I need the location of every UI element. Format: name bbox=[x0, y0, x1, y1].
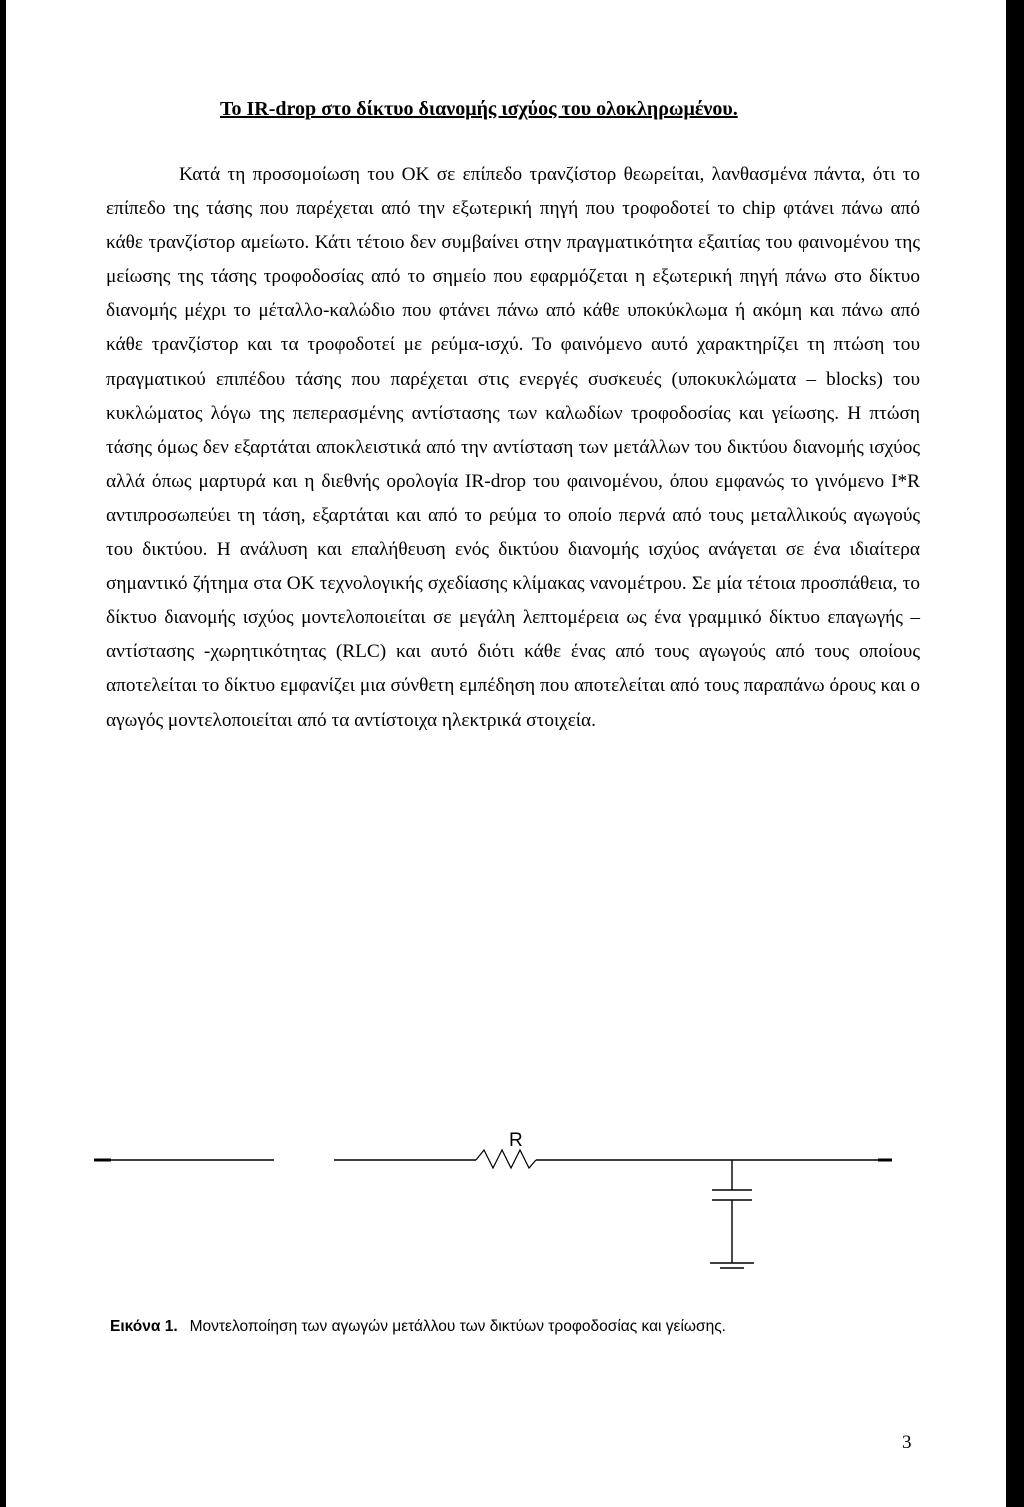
resistor-label: R bbox=[509, 1130, 523, 1151]
section-heading: Το IR-drop στο δίκτυο διανομής ισχύος του ολοκληρωμένου. bbox=[220, 98, 738, 120]
caption-text: Μοντελοποίηση των αγωγών μετάλλου των δικτύων τροφοδοσίας και γείωσης. bbox=[189, 1318, 726, 1335]
resistor-symbol bbox=[476, 1150, 536, 1168]
document-page bbox=[6, 0, 1006, 1507]
page-number: 3 bbox=[902, 1432, 912, 1453]
body-paragraph: Κατά τη προσομοίωση του ΟΚ σε επίπεδο τρανζίστορ θεωρείται, λανθασμένα πάντα, ότι το επίπεδο της τάσης που παρέχεται από την εξωτερική πηγή που τροφοδοτεί το chip φτάνει πάνω από κάθε τρανζίστορ αμείωτο. Κάτι τέτοιο δεν συμβαίνει στην πραγματικότητα εξαιτίας του φαινομένου της μείωσης της τάσης τροφοδοσίας από το σημείο που εφαρμόζεται η εξωτερική πηγή πάνω στο δίκτυο διανομής μέχρι το μέταλλο-καλώδιο που φτάνει πάνω από κάθε υποκύκλωμα ή ακόμη και πάνω από κάθε τρανζίστορ και τα τροφοδοτεί με ρεύμα-ισχύ. Το φαινόμενο αυτό χαρακτηρίζει τη πτώση του πραγματικού επιπέδου τάσης που παρέχεται στις ενεργές συσκευές (υποκυκλώματα – blocks) του κυκλώματος λόγω της πεπερασμένης αντίστασης των καλωδίων τροφοδοσίας και γείωσης. Η πτώση τάσης όμως δεν εξαρτάται αποκλειστικά από την αντίσταση των μετάλλων του δικτύου διανομής ισχύος αλλά όπως μαρτυρά και η διεθνής ορολογία IR-drop του φαινομένου, όπου εμφανώς το γινόμενο I*R αντιπροσωπεύει τη τάση, εξαρτάται και από το ρεύμα το οποίο περνά από τους μεταλλικούς αγωγούς του δικτύου. Η ανάλυση και επαλήθευση ενός δικτύου διανομής ισχύος ανάγεται σε ένα ιδιαίτερα σημαντικό ζήτημα στα ΟΚ τεχνολογικής σχεδίασης κλίμακας νανομέτρου. Σε μία τέτοια προσπάθεια, το δίκτυο διανομής ισχύος μοντελοποιείται σε μεγάλη λεπτομέρεια ως ένα γραμμικό δίκτυο επαγωγής – αντίστασης -χωρητικότητας (RLC) και αυτό διότι κάθε ένας από τους αγωγούς από τους οποίους αποτελείται το δίκτυο εμφανίζει μια σύνθετη εμπέδηση που αποτελείται από τους παραπάνω όρους και ο αγωγός μοντελοποιείται από τα αντίστοιχα ηλεκτρικά στοιχεία. bbox=[106, 164, 920, 731]
caption-label: Εικόνα 1. bbox=[110, 1318, 178, 1335]
figure-caption bbox=[110, 1318, 990, 1336]
rlc-model-diagram bbox=[6, 1120, 1006, 1300]
